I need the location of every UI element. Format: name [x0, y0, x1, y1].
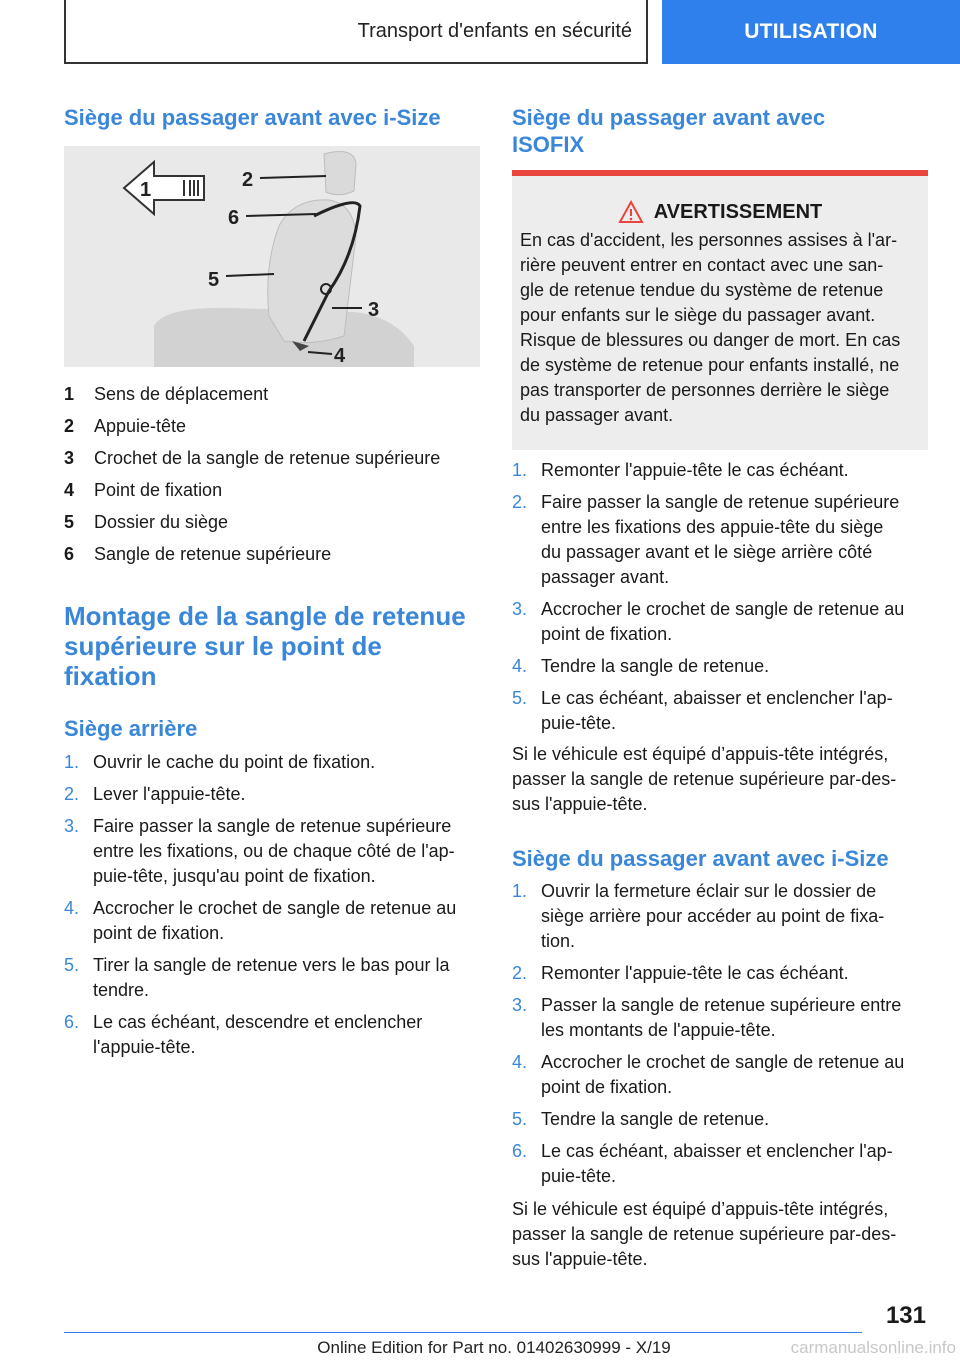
list-item: 2. Faire passer la sangle de retenue supérieure entre les fixations des appuie-tête du siège du passager avant et le siège arrière côté passager avant.	[512, 492, 900, 587]
page-number: 131	[885, 1302, 926, 1329]
list-item: 3. Faire passer la sangle de retenue supérieure entre les fixations, ou de chaque côté de l'ap‐ puie-tête, jusqu'au point de fixation.	[64, 816, 455, 886]
seat-illustration	[64, 146, 480, 367]
list-item: 3. Accrocher le crochet de sangle de retenue au point de fixation.	[512, 599, 905, 644]
chapter-label: UTILISATION	[744, 20, 878, 43]
watermark: carmanualsonline.info	[790, 1338, 956, 1357]
isize-steps	[512, 879, 930, 1196]
warning-header	[520, 200, 920, 224]
seat-diagram	[64, 146, 480, 367]
warning-box	[512, 170, 928, 450]
chapter-tab	[662, 0, 960, 64]
integrated-headrest-note-2: Si le véhicule est équipé d’appuis-tête intégrés, passer la sangle de retenue supérieure par-des‐ sus l'appuie-tête.	[512, 1199, 897, 1269]
warning-triangle-icon	[618, 200, 644, 224]
warning-title: AVERTISSEMENT	[653, 200, 823, 223]
list-item: 3. Passer la sangle de retenue supérieure entre les montants de l'appuie-tête.	[512, 995, 902, 1040]
edition-footer: Online Edition for Part no. 01402630999 - X/19	[317, 1338, 671, 1357]
integrated-headrest-note: Si le véhicule est équipé d’appuis-tête intégrés, passer la sangle de retenue supérieure par-des‐ sus l'appuie-tête.	[512, 744, 897, 814]
list-item: 5. Tirer la sangle de retenue vers le bas pour la tendre.	[64, 955, 450, 1000]
list-item: 1. Remonter l'appuie-tête le cas échéant.	[512, 460, 849, 480]
footer-rule	[64, 1332, 862, 1333]
rear-seat-steps	[64, 750, 482, 1067]
list-item: 5. Le cas échéant, abaisser et enclencher l'ap‐ puie-tête.	[512, 688, 893, 733]
list-item: 4. Accrocher le crochet de sangle de retenue au point de fixation.	[64, 898, 457, 943]
legend-item: 5 Dossier du siège	[64, 511, 229, 532]
heading-mounting: Montage de la sangle de retenue supérieure sur le point de fixation	[64, 601, 466, 691]
legend-item: 3 Crochet de la sangle de retenue supérieure	[64, 447, 441, 468]
legend-item: 6 Sangle de retenue supérieure	[64, 543, 332, 564]
figure-label-6: 6	[228, 207, 240, 229]
legend-item: 2 Appuie-tête	[64, 415, 187, 436]
legend-item: 1 Sens de déplacement	[64, 383, 269, 404]
heading-isize-front-2: Siège du passager avant avec i-Size	[512, 846, 889, 871]
legend-item: 4 Point de fixation	[64, 479, 223, 500]
figure-label-2: 2	[242, 169, 254, 191]
list-item: 1. Ouvrir le cache du point de fixation.	[64, 752, 376, 772]
list-item: 1. Ouvrir la fermeture éclair sur le dossier de siège arrière pour accéder au point de fixa‐ tion.	[512, 881, 885, 951]
list-item: 2. Lever l'appuie-tête.	[64, 784, 246, 804]
warning-text: En cas d'accident, les personnes assises à l'ar‐ rière peuvent entrer en contact avec une san‐ gle de retenue tendue du système de retenue pour enfants sur le siège du passager avant. Risque de blessures ou danger de mort. En cas de système de retenue pour enfants installé, ne pas transporter de personnes derrière le siège du passager avant.	[520, 230, 901, 425]
list-item: 5. Tendre la sangle de retenue.	[512, 1109, 770, 1129]
heading-isofix: Siège du passager avant avec ISOFIX	[512, 105, 826, 157]
heading-isize-front: Siège du passager avant avec i-Size	[64, 105, 441, 130]
heading-rear-seat: Siège arrière	[64, 716, 198, 741]
figure-label-3: 3	[368, 299, 380, 321]
list-item: 2. Remonter l'appuie-tête le cas échéant.	[512, 963, 849, 983]
direction-arrow-icon	[124, 162, 204, 214]
list-item: 4. Accrocher le crochet de sangle de retenue au point de fixation.	[512, 1052, 905, 1097]
list-item: 4. Tendre la sangle de retenue.	[512, 656, 770, 676]
running-header	[64, 0, 648, 64]
list-item: 6. Le cas échéant, descendre et enclencher l'appuie-tête.	[64, 1012, 423, 1057]
headrest-shape	[324, 152, 356, 195]
isofix-steps	[512, 458, 930, 743]
section-title: Transport d'enfants en sécurité	[357, 19, 632, 42]
list-item: 6. Le cas échéant, abaisser et enclencher l'ap‐ puie-tête.	[512, 1141, 893, 1186]
figure-label-4: 4	[334, 345, 346, 367]
seat-back-shape	[268, 200, 356, 343]
figure-label-1: 1	[140, 179, 152, 201]
figure-label-5: 5	[208, 269, 220, 291]
figure-legend	[64, 378, 482, 570]
